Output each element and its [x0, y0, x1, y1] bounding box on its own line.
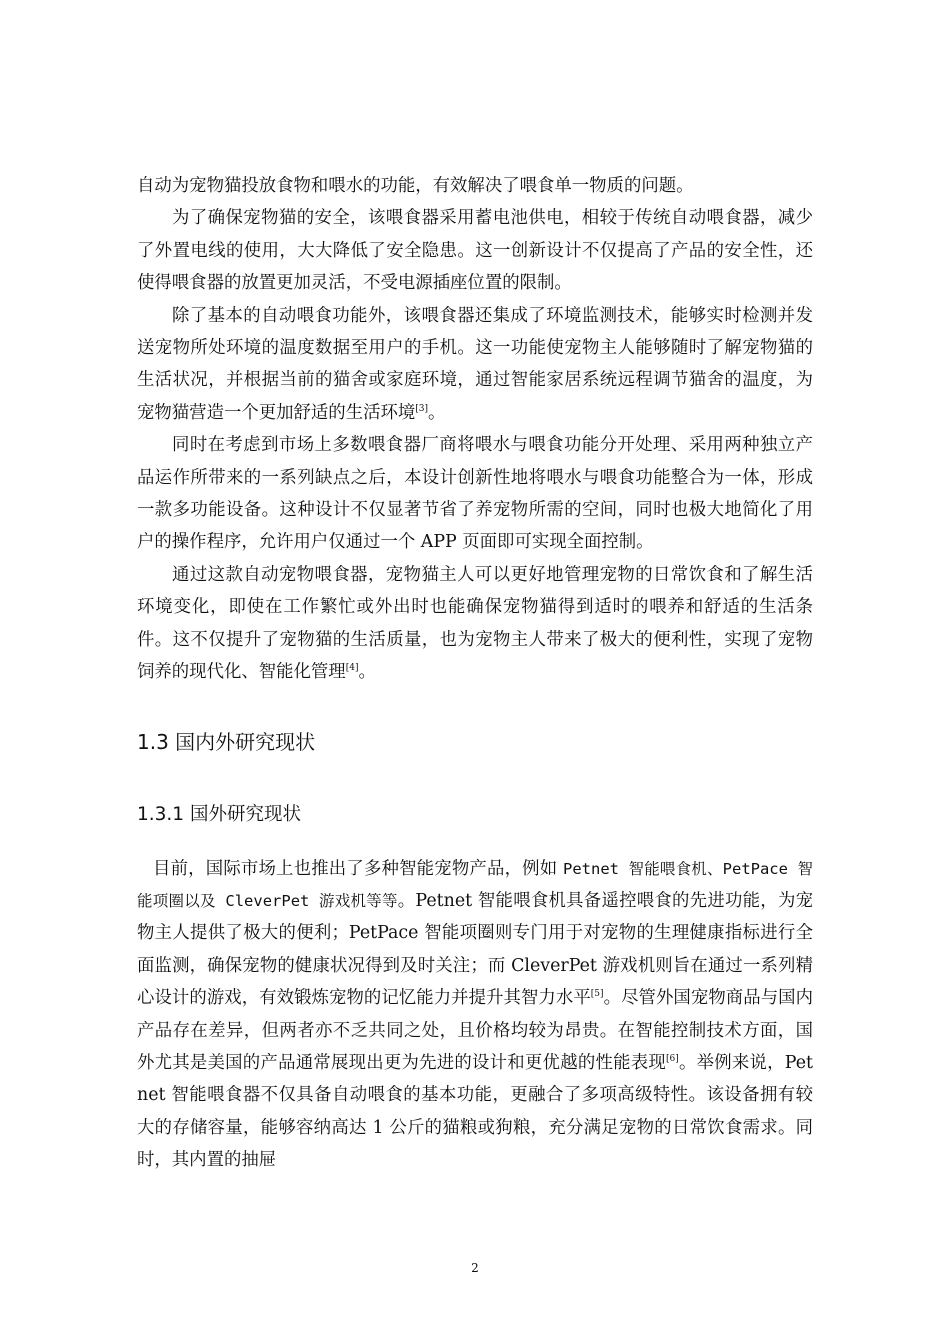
paragraph-text: 。Petnet 智能喂食机具备遥控喂食的先进功能，为宠物主人提供了极大的便利；PetPace 智能项圈则专门用于对宠物的生理健康指标进行全面监测，确保宠物的健康状况得到及时关注；而 CleverPet 游戏机则旨在通过一系列精心设计的游戏，有效锻炼宠物的记忆能力并提升其智力水平 — [137, 890, 813, 1009]
product-list-mono: Petnet 智能喂食机、PetPace 智能项圈以及 CleverPet 游戏机等等 — [137, 859, 813, 910]
page-number: 2 — [471, 1261, 479, 1275]
paragraph-integration — [137, 429, 813, 559]
paragraph-text: 自动为宠物猫投放食物和喂水的功能，有效解决了喂食单一物质的问题。 — [137, 176, 694, 196]
citation-ref: [3] — [415, 403, 429, 414]
subsection-heading: 1.3.1 国外研究现状 — [137, 803, 301, 825]
paragraph-battery-safety — [137, 202, 813, 299]
paragraph-text: 为了确保宠物猫的安全，该喂食器采用蓄电池供电，相较于传统自动喂食器，减少了外置电线的使用，大大降低了安全隐患。这一创新设计不仅提高了产品的安全性，还使得喂食器的放置更加灵活，不受电源插座位置的限制。 — [137, 208, 813, 294]
paragraph-text: 通过这款自动宠物喂食器，宠物猫主人可以更好地管理宠物的日常饮食和了解生活环境变化，即使在工作繁忙或外出时也能确保宠物猫得到适时的喂养和舒适的生活条件。这不仅提升了宠物猫的生活质量，也为宠物主人带来了极大的便利性，实现了宠物饲养的现代化、智能化管理 — [137, 564, 813, 683]
paragraph-tail: 。 — [358, 662, 376, 683]
paragraph-tail: 。 — [428, 402, 446, 423]
paragraph-foreign-research — [137, 853, 813, 1177]
paragraph-environment-monitoring — [137, 300, 813, 430]
paragraph-text: 。举例来说，Petnet 智能喂食器不仅具备自动喂食的基本功能，更融合了多项高级特性。该设备拥有较大的存储容量，能够容纳高达 1 公斤的猫粮或狗粮，充分满足宠物的日常饮食需求。同时，其内置的抽屉 — [137, 1052, 813, 1171]
paragraph-text: 目前，国际市场上也推出了多种智能宠物产品，例如 — [153, 858, 564, 879]
paragraph-text: 。尽管外国宠物商品与国内产品存在差异，但两者亦不乏共同之处，且价格均较为昂贵。在智能控制技术方面，国外尤其是美国的产品通常展现出更为先进的设计和更优越的性能表现 — [137, 988, 813, 1073]
citation-ref: [4] — [345, 663, 359, 674]
paragraph-text: 同时在考虑到市场上多数喂食器厂商将喂水与喂食功能分开处理、采用两种独立产品运作所带来的一系列缺点之后，本设计创新性地将喂水与喂食功能整合为一体，形成一款多功能设备。这种设计不仅显著节省了养宠物所需的空间，同时也极大地简化了用户的操作程序，允许用户仅通过一个 APP 页面即可实现全面控制。 — [137, 435, 813, 553]
citation-ref: [6] — [666, 1053, 679, 1064]
paragraph-text: 除了基本的自动喂食功能外，该喂食器还集成了环境监测技术，能够实时检测并发送宠物所处环境的温度数据至用户的手机。这一功能使宠物主人能够随时了解宠物猫的生活状况，并根据当前的猫舍或家庭环境，通过智能家居系统远程调节猫舍的温度，为宠物猫营造一个更加舒适的生活环境 — [137, 305, 813, 423]
body-content — [137, 170, 813, 1177]
citation-ref: [5] — [590, 989, 604, 1000]
paragraph-benefits — [137, 559, 813, 689]
paragraph-continuation — [137, 170, 813, 202]
section-heading: 1.3 国内外研究现状 — [137, 729, 316, 754]
